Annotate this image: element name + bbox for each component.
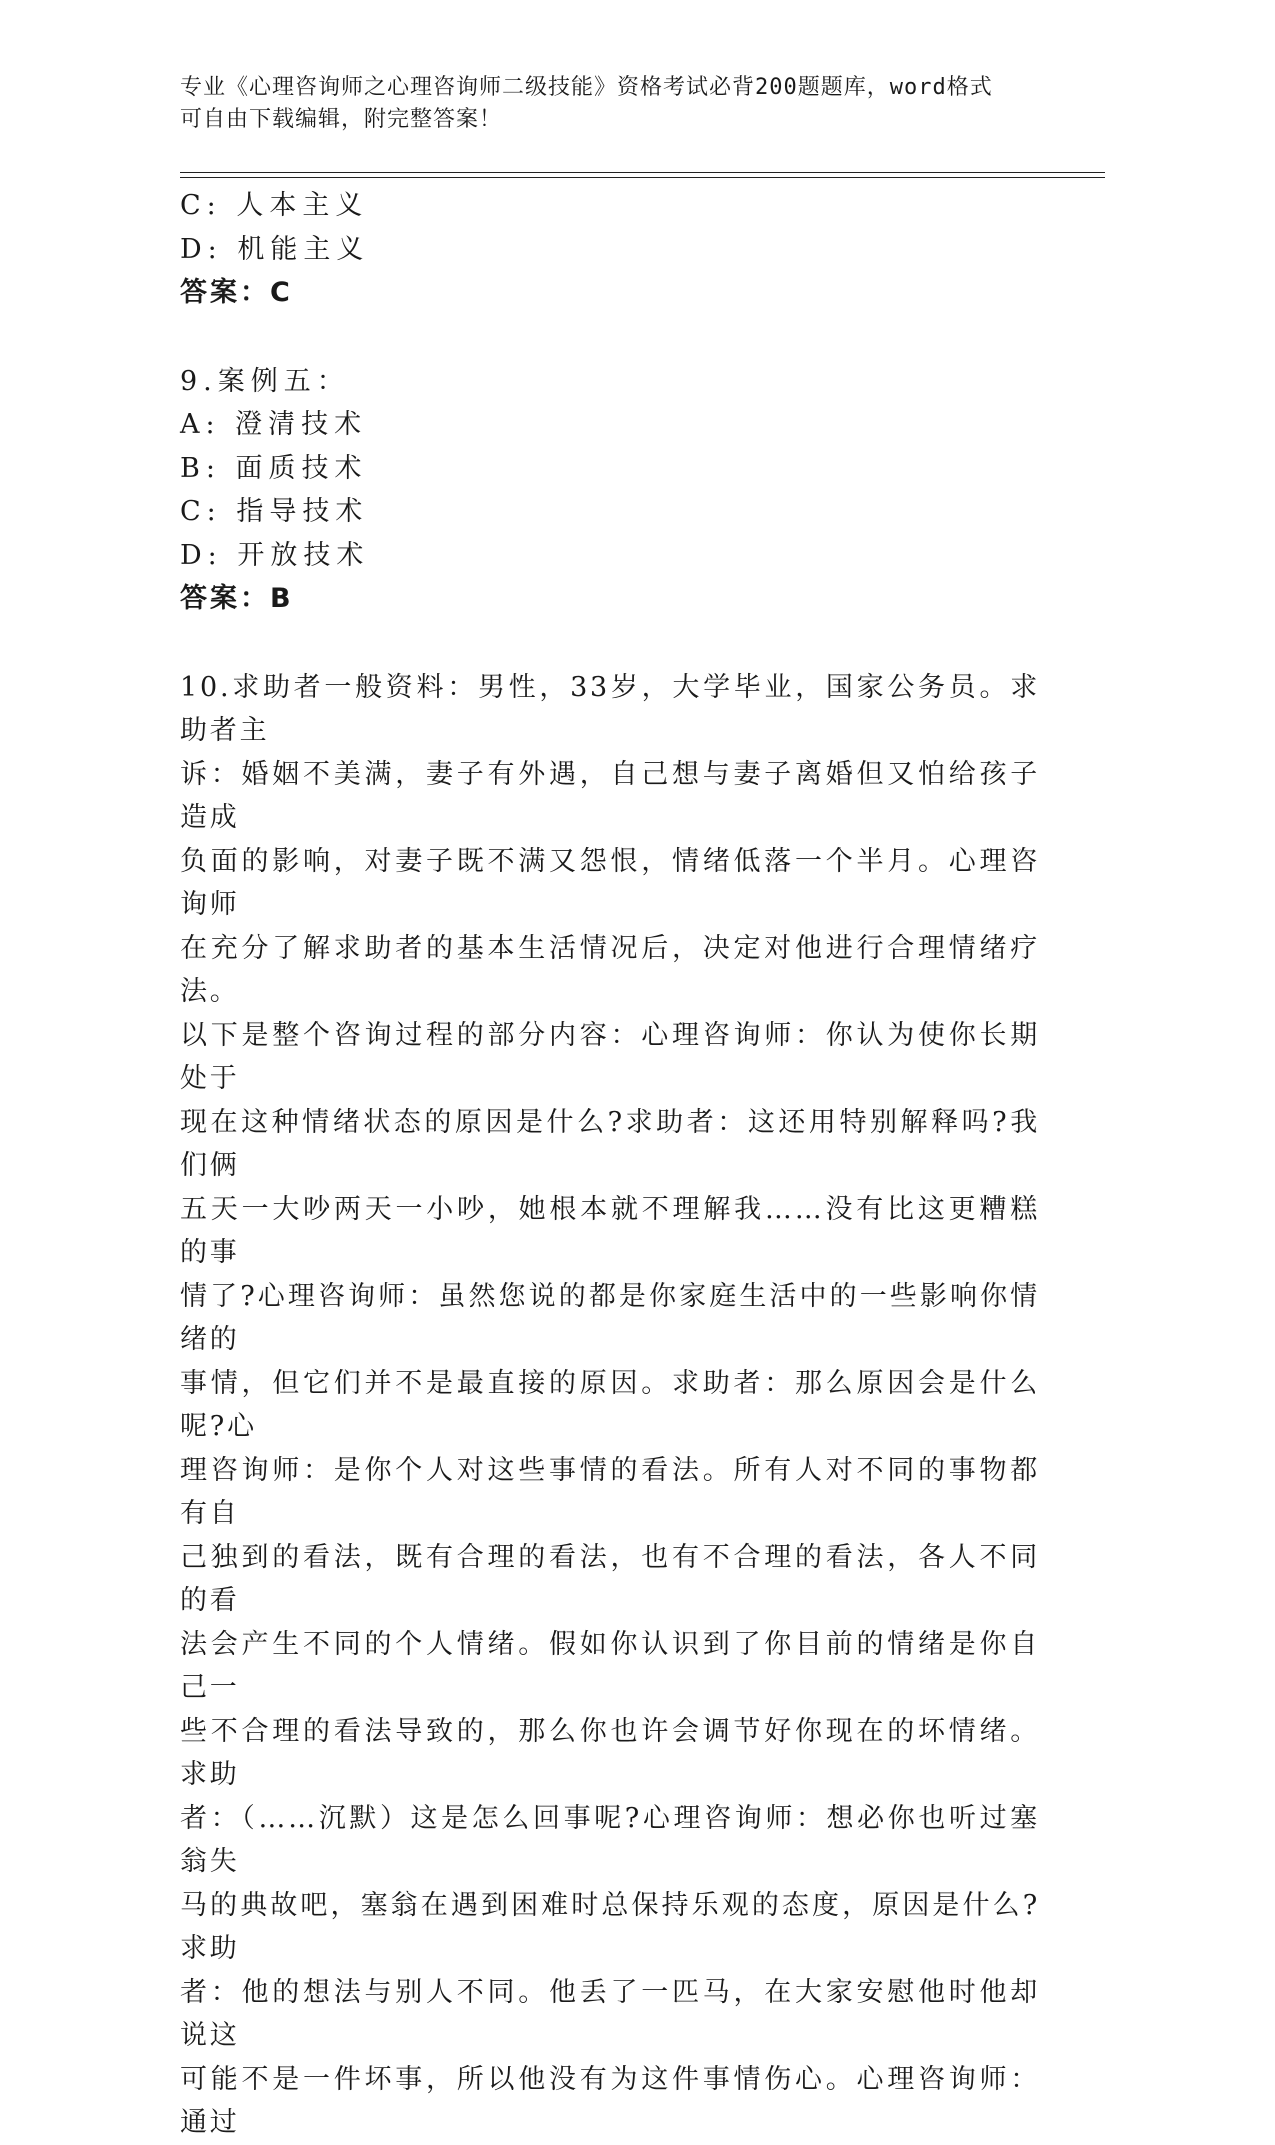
header-line-2: 可自由下载编辑，附完整答案！ [180, 107, 503, 132]
q9-option-d: D: 开放技术 [180, 539, 370, 571]
q10-line: 事情，但它们并不是最直接的原因。求助者：那么原因会是什么呢?心 [180, 1367, 1040, 1442]
q10-line: 现在这种情绪状态的原因是什么?求助者：这还用特别解释吗?我们俩 [180, 1106, 1040, 1181]
q10-line: 者：他的想法与别人不同。他丢了一匹马，在大家安慰他时他却说这 [180, 1976, 1040, 2051]
q10-line: 诉：婚姻不美满，妻子有外遇，自己想与妻子离婚但又怕给孩子造成 [180, 758, 1040, 833]
q8-answer: 答案：C [180, 277, 293, 308]
page-content [180, 184, 1040, 2145]
q9-option-b: B: 面质技术 [180, 452, 368, 484]
q10-line: 负面的影响，对妻子既不满又怨恨，情绪低落一个半月。心理咨询师 [180, 845, 1040, 920]
question-spacer [180, 621, 1040, 666]
q8-option-d: D: 机能主义 [180, 233, 370, 265]
q9-answer: 答案：B [180, 583, 294, 614]
q10-line: 在充分了解求助者的基本生活情况后，决定对他进行合理情绪疗法。 [180, 932, 1040, 1007]
q10-line: 者：（……沉默）这是怎么回事呢?心理咨询师：想必你也听过塞翁失 [180, 1802, 1040, 1877]
q10-line: 理咨询师：是你个人对这些事情的看法。所有人对不同的事物都有自 [180, 1454, 1040, 1529]
q10-line: 些不合理的看法导致的，那么你也许会调节好你现在的坏情绪。求助 [180, 1715, 1040, 1790]
q10-line: 情了?心理咨询师：虽然您说的都是你家庭生活中的一些影响你情绪的 [180, 1280, 1040, 1355]
q10-line: 马的典故吧，塞翁在遇到困难时总保持乐观的态度，原因是什么?求助 [180, 1889, 1040, 1964]
question-8-tail [180, 184, 1040, 315]
q8-option-c: C: 人本主义 [180, 190, 369, 221]
q10-line: 以下是整个咨询过程的部分内容：心理咨询师：你认为使你长期处于 [180, 1019, 1040, 1094]
q10-line: 可能不是一件坏事，所以他没有为这件事情伤心。心理咨询师：通过 [180, 2063, 1040, 2138]
q10-line: 五天一大吵两天一小吵，她根本就不理解我……没有比这更糟糕的事 [180, 1193, 1040, 1268]
question-spacer [180, 315, 1040, 360]
q10-line: 法会产生不同的个人情绪。假如你认识到了你目前的情绪是你自己一 [180, 1628, 1040, 1703]
page-header [180, 72, 1060, 136]
header-line-1: 专业《心理咨询师之心理咨询师二级技能》资格考试必背200题题库，word格式 [180, 75, 993, 100]
question-9 [180, 360, 1040, 621]
q9-option-a: A: 澄清技术 [180, 409, 368, 440]
q10-line: 己独到的看法，既有合理的看法，也有不合理的看法，各人不同的看 [180, 1541, 1040, 1616]
q9-title: 9.案例五： [180, 365, 350, 397]
header-divider-top [180, 172, 1105, 173]
header-divider-bottom [180, 177, 1105, 178]
question-10 [180, 666, 1040, 2145]
q9-option-c: C: 指导技术 [180, 496, 369, 527]
q10-line: 10.求助者一般资料：男性，33岁，大学毕业，国家公务员。求助者主 [180, 671, 1040, 746]
